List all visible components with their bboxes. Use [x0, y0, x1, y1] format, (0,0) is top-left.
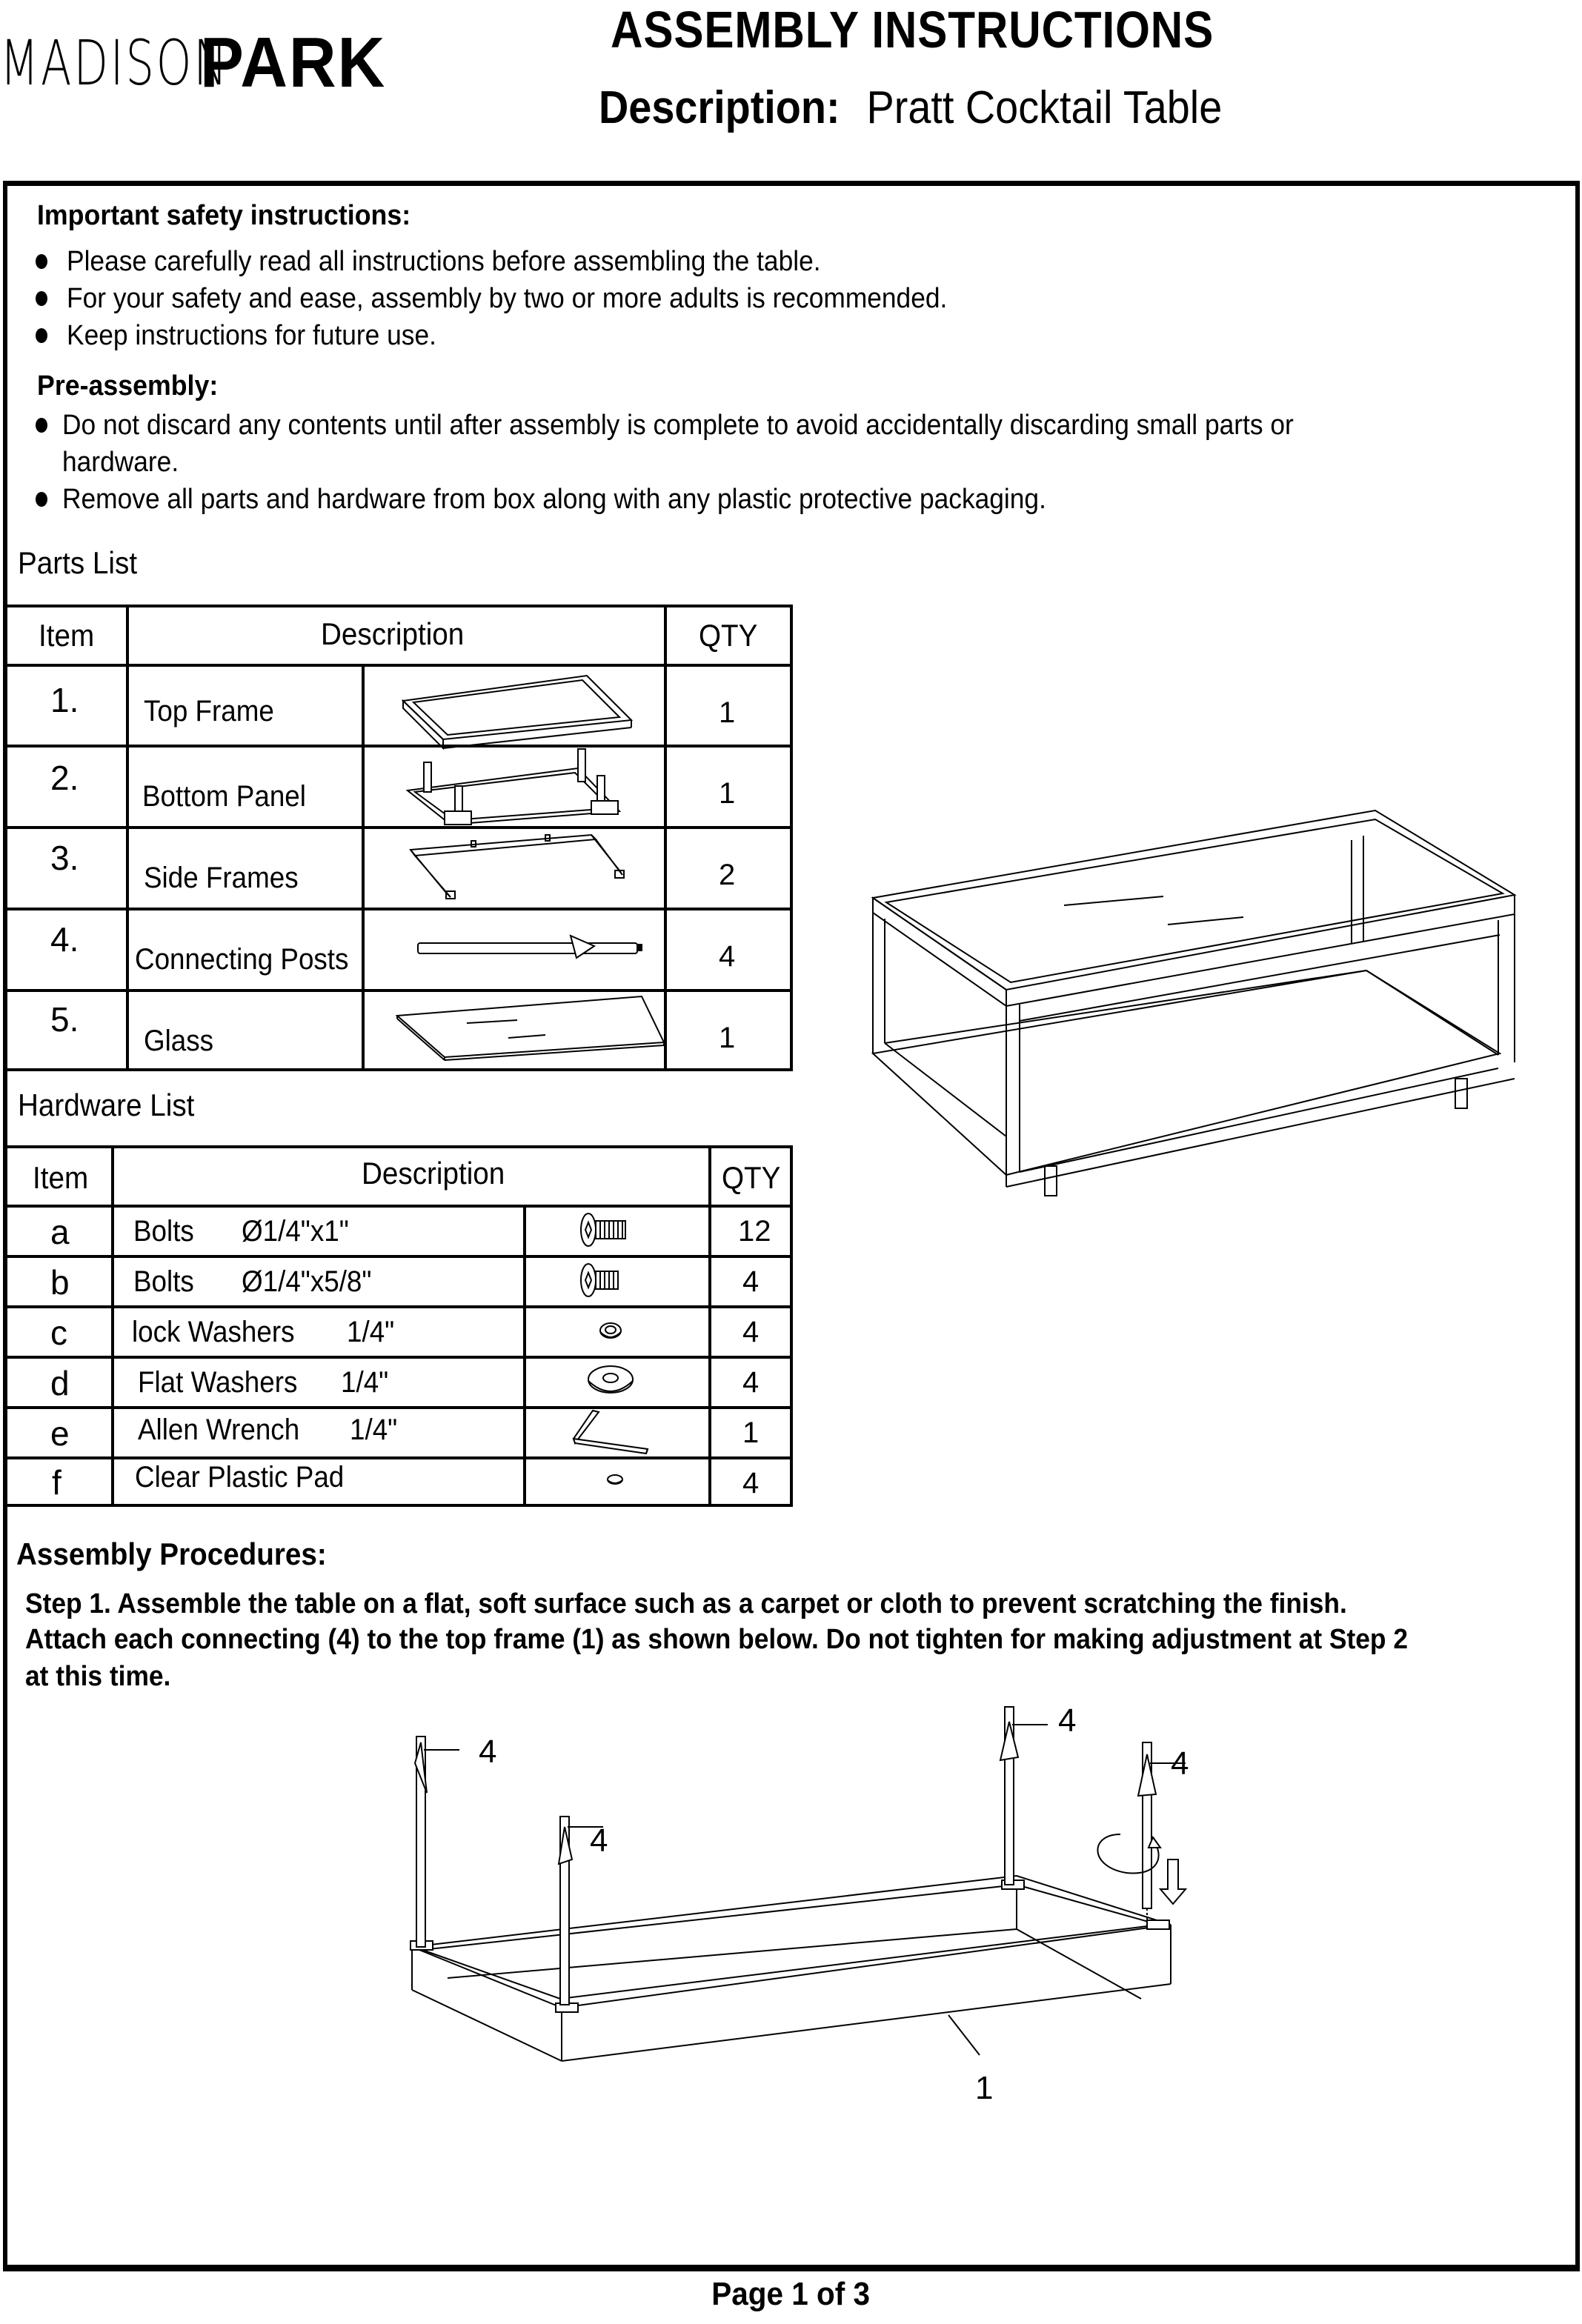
bolt-short-icon — [578, 1262, 637, 1301]
page-title: ASSEMBLY INSTRUCTIONS — [611, 1, 1214, 59]
glass-panel-icon — [385, 996, 667, 1068]
bottom-panel-icon — [393, 748, 637, 826]
table-row — [7, 992, 793, 1069]
bullet-icon — [36, 418, 47, 433]
brand-logo — [0, 23, 571, 102]
top-frame-icon — [393, 674, 637, 741]
hardware-name: lock Washers — [132, 1316, 295, 1348]
hardware-list-label: Hardware List — [18, 1088, 195, 1122]
hardware-qty: 4 — [742, 1265, 760, 1298]
hardware-name: Flat Washers — [138, 1366, 298, 1399]
table-row — [7, 1308, 793, 1356]
brand-logo-bold: PARK — [199, 23, 386, 102]
part-qty: 1 — [719, 1022, 736, 1054]
page-number-label: Page 1 of 3 — [711, 2276, 871, 2312]
part-item-number: 4. — [50, 920, 79, 959]
callout-post-label: 4 — [590, 1822, 608, 1859]
hardware-header-item: Item — [33, 1160, 89, 1195]
table-row — [7, 1409, 793, 1456]
step1-text-line: at this time. — [25, 1661, 171, 1692]
part-qty: 4 — [719, 940, 736, 973]
bullet-icon — [36, 291, 47, 306]
table-row — [7, 748, 793, 826]
parts-table — [7, 605, 793, 1071]
hardware-header-description: Description — [362, 1156, 505, 1191]
part-qty: 1 — [719, 777, 736, 810]
hardware-size: Ø1/4"x1" — [242, 1215, 349, 1248]
callout-frame-label: 1 — [975, 2070, 994, 2106]
table-row — [7, 1208, 793, 1255]
allen-wrench-icon — [563, 1409, 659, 1456]
safety-item: Please carefully read all instructions before assembling the table. — [67, 246, 821, 277]
part-item-number: 5. — [50, 1000, 79, 1039]
hardware-size: 1/4" — [347, 1316, 395, 1348]
description-label: Description: — [599, 82, 840, 133]
hardware-name: Bolts — [133, 1215, 194, 1248]
callout-post-label: 4 — [1171, 1745, 1189, 1782]
step1-text-line: Attach each connecting (4) to the top frame (1) as shown below. Do not tighten for making adjustment at Step 2 — [25, 1624, 1408, 1655]
part-item-number: 1. — [50, 681, 79, 719]
hardware-name: Allen Wrench — [138, 1414, 300, 1446]
parts-header-qty: QTY — [699, 618, 758, 653]
pre-assembly-heading: Pre-assembly: — [37, 370, 219, 402]
part-qty: 2 — [719, 859, 736, 891]
hardware-item-letter: e — [50, 1414, 70, 1453]
side-frame-icon — [400, 829, 637, 908]
page-number — [0, 2276, 1582, 2313]
part-qty: 1 — [719, 696, 736, 729]
part-name: Glass — [144, 1025, 214, 1057]
bullet-icon — [36, 492, 47, 507]
callout-post-label: 4 — [479, 1734, 497, 1770]
part-name: Bottom Panel — [142, 780, 306, 813]
hardware-size: Ø1/4"x5/8" — [242, 1265, 372, 1298]
hardware-table — [7, 1145, 793, 1507]
part-name: Top Frame — [144, 695, 274, 728]
assembly-procedures-heading: Assembly Procedures: — [16, 1536, 327, 1571]
parts-header-description: Description — [321, 616, 465, 651]
description-value: Pratt Cocktail Table — [866, 82, 1223, 133]
bullet-icon — [36, 328, 47, 343]
plastic-pad-icon — [605, 1473, 627, 1488]
safety-heading: Important safety instructions: — [37, 200, 411, 231]
table-row — [7, 910, 793, 989]
safety-item: For your safety and ease, assembly by two or more adults is recommended. — [67, 283, 948, 314]
bullet-icon — [36, 254, 47, 269]
hardware-qty: 4 — [742, 1467, 760, 1499]
hardware-size: 1/4" — [350, 1414, 398, 1446]
hardware-item-letter: f — [52, 1463, 62, 1502]
connecting-post-icon — [408, 933, 645, 970]
parts-header-item: Item — [39, 618, 95, 653]
assembled-table-illustration — [860, 810, 1512, 1196]
table-row — [7, 829, 793, 908]
hardware-item-letter: b — [50, 1263, 70, 1302]
hardware-item-letter: a — [50, 1213, 70, 1251]
hardware-header-qty: QTY — [722, 1160, 781, 1195]
part-name: Connecting Posts — [135, 943, 349, 976]
hardware-qty: 1 — [742, 1416, 760, 1449]
brand-logo-light: MADISON — [0, 27, 230, 99]
flat-washer-icon — [585, 1363, 637, 1400]
hardware-size: 1/4" — [341, 1366, 389, 1399]
parts-list-label: Parts List — [18, 545, 138, 580]
bolt-long-icon — [578, 1212, 637, 1251]
hardware-item-letter: d — [50, 1364, 70, 1402]
hardware-qty: 4 — [742, 1366, 760, 1399]
part-item-number: 3. — [50, 839, 79, 877]
hardware-qty: 4 — [742, 1316, 760, 1348]
table-row — [7, 1258, 793, 1305]
part-name: Side Frames — [144, 862, 299, 894]
product-description — [599, 81, 1222, 134]
hardware-name: Bolts — [133, 1265, 194, 1298]
step1-text-line: Step 1. Assemble the table on a flat, soft surface such as a carpet or cloth to prevent scratching the finish. — [25, 1588, 1347, 1619]
table-row — [7, 1359, 793, 1406]
safety-item: Keep instructions for future use. — [67, 320, 436, 351]
pre-assembly-item: Do not discard any contents until after assembly is complete to avoid accidentally discarding small parts or — [62, 410, 1294, 441]
hardware-name: Clear Plastic Pad — [135, 1461, 345, 1494]
table-row — [7, 1459, 793, 1504]
pre-assembly-item: Remove all parts and hardware from box along with any plastic protective packaging. — [62, 484, 1046, 515]
hardware-item-letter: c — [50, 1314, 67, 1352]
table-row — [7, 667, 793, 745]
step1-diagram — [400, 1689, 1230, 2119]
part-item-number: 2. — [50, 759, 79, 797]
lock-washer-icon — [596, 1320, 625, 1342]
hardware-qty: 12 — [738, 1215, 771, 1248]
pre-assembly-item-continued: hardware. — [62, 447, 179, 478]
callout-post-label: 4 — [1058, 1702, 1077, 1739]
